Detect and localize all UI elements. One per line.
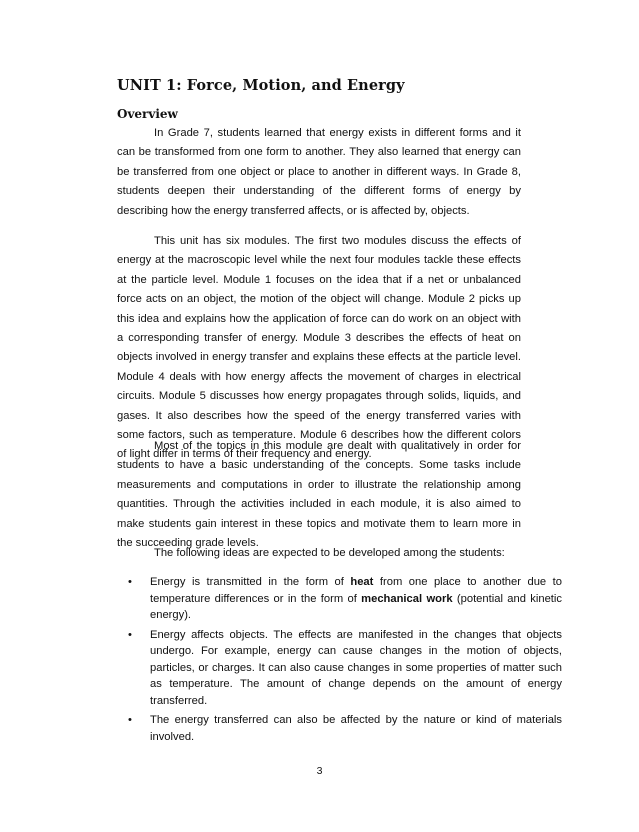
list-item bbox=[117, 712, 562, 745]
bold-term-heat: heat bbox=[350, 576, 374, 588]
bullet-text-part: Energy is transmitted in the form of bbox=[150, 576, 351, 588]
bullet-icon: • bbox=[128, 714, 132, 726]
bullet-text: The energy transferred can also be affected by the nature or kind of materials involved. bbox=[150, 714, 562, 743]
paragraph-expected-ideas: The following ideas are expected to be developed among the students: bbox=[154, 547, 505, 559]
bullet-text-part: (potential and kinetic energy). bbox=[150, 592, 562, 621]
list-item bbox=[117, 627, 562, 710]
paragraph-topics-qualitative: Most of the topics in this module are dealt with qualitatively in order for students to have a basic understanding of the concepts. Some tasks include measurements and computations in order to illustrate the relationship among quantities. Through the activities included in each module, it is also aimed to make students gain interest in these topics and motivate them to learn more in the succeeding grade levels. bbox=[117, 440, 521, 550]
bold-term-mechanical-work: mechanical work bbox=[361, 592, 453, 605]
bullet-text-part: from one place to another due to temperature differences or in the form of bbox=[150, 576, 562, 605]
page-number: 3 bbox=[316, 765, 323, 777]
overview-heading: Overview bbox=[117, 107, 178, 121]
paragraph-grade-7-intro: In Grade 7, students learned that energy exists in different forms and it can be transformed from one form to another. They also learned that energy can be transferred from one object or place to another in different ways. In Grade 8, students deepen their understanding of the different forms of energy by describing how the energy transferred affects, or is affected by, objects. bbox=[117, 127, 521, 217]
expected-ideas-list bbox=[117, 574, 562, 748]
bullet-text: Energy affects objects. The effects are manifested in the changes that objects undergo. For example, energy can cause changes in the motion of objects, particles, or charges. It can also cause changes in some properties of matter such as temperature. The amount of change depends on the amount of energy transferred. bbox=[150, 628, 562, 707]
unit-title: UNIT 1: Force, Motion, and Energy bbox=[117, 77, 405, 94]
paragraph-six-modules: This unit has six modules. The first two modules discuss the effects of energy at the macroscopic level while the next four modules tackle these effects at the particle level. Module 1 focuses on the idea that if a net or unbalanced force acts on an object, the motion of the object will change. Module 2 picks up this idea and explains how the application of force can do work on an object with a corresponding transfer of energy. Module 3 describes the effects of heat on objects involved in energy transfer and explains these effects at the particle level. Module 4 deals with how energy affects the movement of charges in electrical circuits. Module 5 discusses how energy propagates through solids, liquids, and gases. It also describes how the speed of the energy transferred varies with some factors, such as temperature. Module 6 describes how the different colors of light differ in terms of their frequency and energy. bbox=[117, 235, 521, 461]
list-item bbox=[117, 574, 562, 624]
bullet-icon: • bbox=[128, 628, 132, 641]
bullet-icon: • bbox=[128, 576, 132, 588]
